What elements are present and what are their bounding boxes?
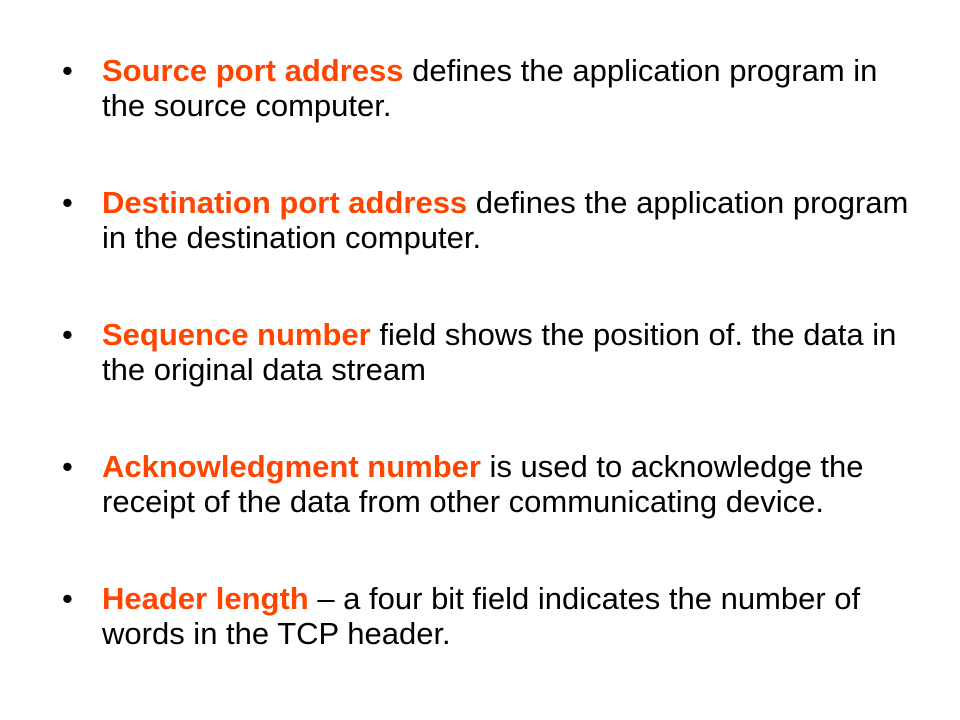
description-source-port: defines the application program in the source computer. bbox=[102, 53, 878, 123]
bullet-item-sequence-number bbox=[62, 317, 922, 387]
bullet-dot-icon: • bbox=[62, 185, 73, 220]
bullet-dot-icon: • bbox=[62, 53, 73, 88]
term-sequence-number: Sequence number bbox=[102, 317, 371, 352]
term-header-length: Header length bbox=[102, 581, 309, 616]
description-sequence-number: field shows the position of. the data in the original data stream bbox=[102, 317, 897, 387]
bullet-dot-icon: • bbox=[62, 581, 73, 616]
term-source-port: Source port address bbox=[102, 53, 404, 88]
bullet-dot-icon: • bbox=[62, 317, 73, 352]
bullet-item-acknowledgment-number bbox=[62, 449, 922, 519]
bullet-list bbox=[62, 53, 922, 651]
term-destination-port: Destination port address bbox=[102, 185, 468, 220]
bullet-item-header-length bbox=[62, 581, 922, 651]
term-acknowledgment-number: Acknowledgment number bbox=[102, 449, 481, 484]
bullet-item-destination-port bbox=[62, 185, 922, 255]
bullet-item-source-port bbox=[62, 53, 922, 123]
bullet-dot-icon: • bbox=[62, 449, 73, 484]
description-destination-port: defines the application program in the destination computer. bbox=[102, 185, 909, 255]
description-acknowledgment-number: is used to acknowledge the receipt of the data from other communicating device. bbox=[102, 449, 864, 519]
description-header-length: – a four bit field indicates the number of words in the TCP header. bbox=[102, 581, 861, 651]
